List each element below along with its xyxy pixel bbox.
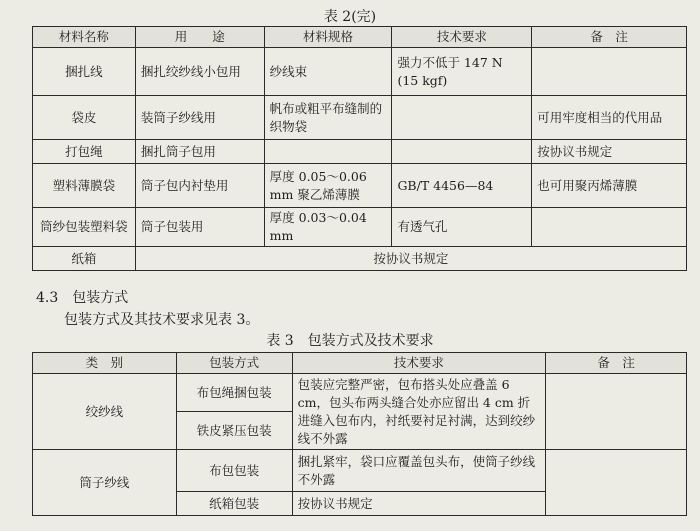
cell-tech-req bbox=[392, 140, 532, 164]
header-remark: 备 注 bbox=[546, 353, 687, 374]
table-row bbox=[33, 48, 687, 96]
cell-material-name: 纸箱 bbox=[33, 247, 136, 271]
cell-material-name: 捆扎线 bbox=[33, 48, 136, 96]
cell-remark bbox=[532, 208, 687, 247]
cell-remark: 按协议书规定 bbox=[532, 140, 687, 164]
table-header-row bbox=[33, 27, 687, 48]
cell-method: 布包绳捆包装 bbox=[176, 374, 292, 412]
table-3 bbox=[32, 352, 687, 516]
cell-remark: 也可用聚丙烯薄膜 bbox=[532, 164, 687, 208]
header-method: 包装方式 bbox=[176, 353, 292, 374]
cell-remark bbox=[532, 48, 687, 96]
table-2-title: 表 2(完) bbox=[323, 9, 377, 25]
cell-spec bbox=[264, 140, 392, 164]
cell-tech-req: 强力不低于 147 N (15 kgf) bbox=[392, 48, 532, 96]
cell-spec: 厚度 0.03～0.04 mm bbox=[264, 208, 392, 247]
cell-category: 筒子纱线 bbox=[33, 450, 177, 516]
table-row bbox=[33, 450, 687, 492]
table-header-row bbox=[33, 353, 687, 374]
table-row bbox=[33, 374, 687, 412]
cell-remark: 可用牢度相当的代用品 bbox=[532, 96, 687, 140]
table-row bbox=[33, 164, 687, 208]
cell-tech-req: 有透气孔 bbox=[392, 208, 532, 247]
section-number: 4.3 bbox=[36, 290, 59, 306]
cell-tech-req: 包装应完整严密，包布搭头处应叠盖 6 cm，包头布两头缝合处亦应留出 4 cm 折进缝入包布内，衬纸要衬足衬满，达到绞纱线不外露 bbox=[292, 374, 546, 450]
cell-usage: 捆扎绞纱线小包用 bbox=[135, 48, 264, 96]
cell-method: 铁皮紧压包装 bbox=[176, 412, 292, 450]
cell-material-name: 打包绳 bbox=[33, 140, 136, 164]
section-heading bbox=[36, 287, 128, 307]
cell-spec: 纱线束 bbox=[264, 48, 392, 96]
table-row bbox=[33, 96, 687, 140]
header-tech-req: 技术要求 bbox=[292, 353, 546, 374]
cell-remark bbox=[546, 450, 687, 516]
cell-usage: 捆扎筒子包用 bbox=[135, 140, 264, 164]
cell-usage: 筒子包装用 bbox=[135, 208, 264, 247]
cell-tech-req bbox=[392, 96, 532, 140]
cell-usage: 筒子包内衬垫用 bbox=[135, 164, 264, 208]
header-category: 类 别 bbox=[33, 353, 177, 374]
cell-usage: 装筒子纱线用 bbox=[135, 96, 264, 140]
cell-tech-req: GB/T 4456—84 bbox=[392, 164, 532, 208]
cell-tech-req: 捆扎紧牢，袋口应覆盖包头布，使筒子纱线不外露 bbox=[292, 450, 546, 492]
cell-spec: 帆布或粗平布缝制的织物袋 bbox=[264, 96, 392, 140]
cell-merged-note: 按协议书规定 bbox=[135, 247, 686, 271]
header-tech-req: 技术要求 bbox=[392, 27, 532, 48]
body-paragraph: 包装方式及其技术要求见表 3。 bbox=[64, 312, 260, 328]
section-title: 包装方式 bbox=[72, 290, 129, 306]
cell-remark bbox=[546, 374, 687, 450]
header-spec: 材料规格 bbox=[264, 27, 392, 48]
cell-material-name: 筒纱包装塑料袋 bbox=[33, 208, 136, 247]
header-material-name: 材料名称 bbox=[33, 27, 136, 48]
cell-tech-req: 按协议书规定 bbox=[292, 492, 546, 516]
table-row bbox=[33, 247, 687, 271]
table-row bbox=[33, 208, 687, 247]
cell-material-name: 袋皮 bbox=[33, 96, 136, 140]
header-remark: 备 注 bbox=[532, 27, 687, 48]
cell-spec: 厚度 0.05～0.06 mm 聚乙烯薄膜 bbox=[264, 164, 392, 208]
cell-material-name: 塑料薄膜袋 bbox=[33, 164, 136, 208]
cell-method: 纸箱包装 bbox=[176, 492, 292, 516]
table-3-title: 表 3 包装方式及技术要求 bbox=[266, 333, 434, 349]
cell-method: 布包包装 bbox=[176, 450, 292, 492]
table-2 bbox=[32, 26, 687, 271]
cell-category: 绞纱线 bbox=[33, 374, 177, 450]
header-usage: 用 途 bbox=[135, 27, 264, 48]
table-row bbox=[33, 140, 687, 164]
